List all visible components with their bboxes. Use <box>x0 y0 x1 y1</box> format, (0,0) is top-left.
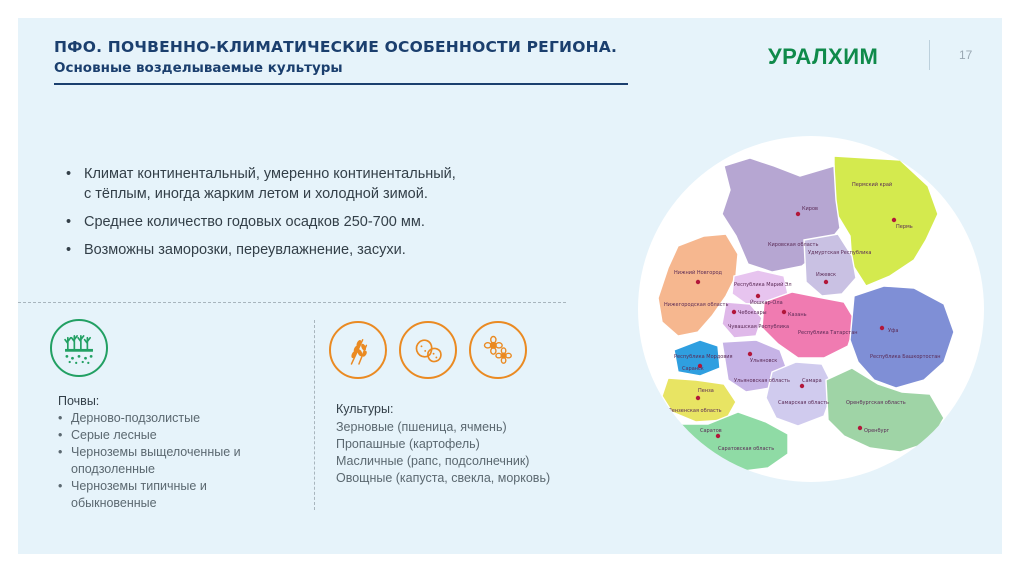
crop-item: Пропашные (картофель) <box>336 437 480 451</box>
bullet-dot: • <box>58 445 63 459</box>
soil-item <box>58 478 288 512</box>
map-label: Уфа <box>888 328 899 334</box>
city-dot <box>782 310 786 314</box>
map-label: Кировская область <box>768 242 819 248</box>
city-dot <box>800 384 804 388</box>
bullet-dot: • <box>66 214 72 230</box>
soils-list <box>58 410 288 512</box>
crop-item: Зерновые (пшеница, ячмень) <box>336 420 507 434</box>
map-label: Нижний Новгород <box>674 270 723 276</box>
page-title: ПФО. ПОЧВЕННО-КЛИМАТИЧЕСКИЕ ОСОБЕННОСТИ РЕГИОНА. <box>54 38 618 56</box>
soil-item <box>58 427 288 444</box>
region-saratov <box>674 412 788 472</box>
map-label: Ульяновск <box>750 358 778 364</box>
climate-text: Среднее количество годовых осадков 250-700 мм. <box>84 214 425 230</box>
soil-icon <box>50 319 108 377</box>
potato-icon <box>399 321 457 379</box>
climate-item-continuation <box>66 184 456 204</box>
soil-text: Дерново-подзолистые <box>71 411 201 425</box>
city-dot <box>716 434 720 438</box>
city-dot <box>796 212 800 216</box>
map-label: Оренбург <box>864 428 890 434</box>
city-dot <box>858 426 862 430</box>
wheat-icon <box>329 321 387 379</box>
map-label: Удмуртская Республика <box>808 250 872 256</box>
map-label: Нижегородская область <box>664 302 729 308</box>
crop-item: Овощные (капуста, свекла, морковь) <box>336 471 551 485</box>
city-dot <box>732 310 736 314</box>
region-bashkortostan <box>850 286 954 388</box>
header-divider <box>929 40 930 70</box>
map-label: Саратовская область <box>718 446 775 452</box>
soil-text: Черноземы типичные и обыкновенные <box>71 479 207 510</box>
map-label: Ижевск <box>816 272 837 278</box>
bullet-dot: • <box>58 479 63 493</box>
map-label: Оренбургская область <box>846 400 906 406</box>
column-divider <box>314 320 315 510</box>
map-label: Пензенская область <box>668 408 722 414</box>
map-label: Чебоксары <box>738 310 767 316</box>
bullet-dot: • <box>58 428 63 442</box>
map-label: Самарская область <box>778 400 830 406</box>
climate-text: Климат континентальный, умеренно континентальный, <box>84 166 456 182</box>
map-label: Республика Татарстан <box>798 330 858 336</box>
section-divider <box>18 302 566 303</box>
city-dot <box>748 352 752 356</box>
crops-title: Культуры: <box>336 402 394 416</box>
map-label: Пермский край <box>852 182 893 188</box>
map-label: Киров <box>802 206 818 212</box>
soil-item <box>58 444 288 478</box>
map-label: Казань <box>788 312 807 318</box>
region-samara <box>766 362 834 426</box>
bullet-dot: • <box>66 166 72 182</box>
soil-text: Серые лесные <box>71 428 157 442</box>
soil-item <box>58 410 288 427</box>
bullet-dot: • <box>66 242 72 258</box>
map-label: Ульяновская область <box>734 378 790 384</box>
map-label: Пенза <box>698 388 714 394</box>
region-penza <box>662 378 736 422</box>
city-dot <box>696 280 700 284</box>
bullet-dot: • <box>58 411 63 425</box>
map-label: Пермь <box>896 224 913 230</box>
title-underline <box>54 83 628 85</box>
map-label: Республика Мордовия <box>674 354 733 360</box>
page-number: 17 <box>959 48 973 62</box>
soil-text: Черноземы выщелоченные и оподзоленные <box>71 445 241 476</box>
city-dot <box>696 396 700 400</box>
map-label: Самара <box>802 378 822 384</box>
map-label: Саратов <box>700 428 722 434</box>
soils-title: Почвы: <box>58 394 100 408</box>
slide-panel <box>18 18 1002 554</box>
climate-text: Возможны заморозки, переувлажнение, засухи. <box>84 242 406 258</box>
map-label: Саранск <box>682 366 704 372</box>
city-dot <box>824 280 828 284</box>
map-label: Республика Башкортостан <box>870 354 941 360</box>
climate-item <box>66 164 456 184</box>
crop-item: Масличные (рапс, подсолнечник) <box>336 454 530 468</box>
city-dot <box>892 218 896 222</box>
crops-list <box>336 419 550 487</box>
page-subtitle: Основные возделываемые культуры <box>54 60 343 76</box>
map-label: Йошкар-Ола <box>750 300 783 306</box>
city-dot <box>756 294 760 298</box>
map-label: Чувашская Республика <box>728 324 790 330</box>
sunflower-icon <box>469 321 527 379</box>
climate-item <box>66 212 456 232</box>
volga-district-map <box>638 136 984 482</box>
climate-item <box>66 240 456 260</box>
climate-text: с тёплым, иногда жарким летом и холодной зимой. <box>84 186 428 202</box>
city-dot <box>880 326 884 330</box>
map-label: Республика Марий Эл <box>734 282 792 288</box>
uralchem-logo: УРАЛХИМ <box>768 44 879 69</box>
climate-list <box>66 164 456 268</box>
